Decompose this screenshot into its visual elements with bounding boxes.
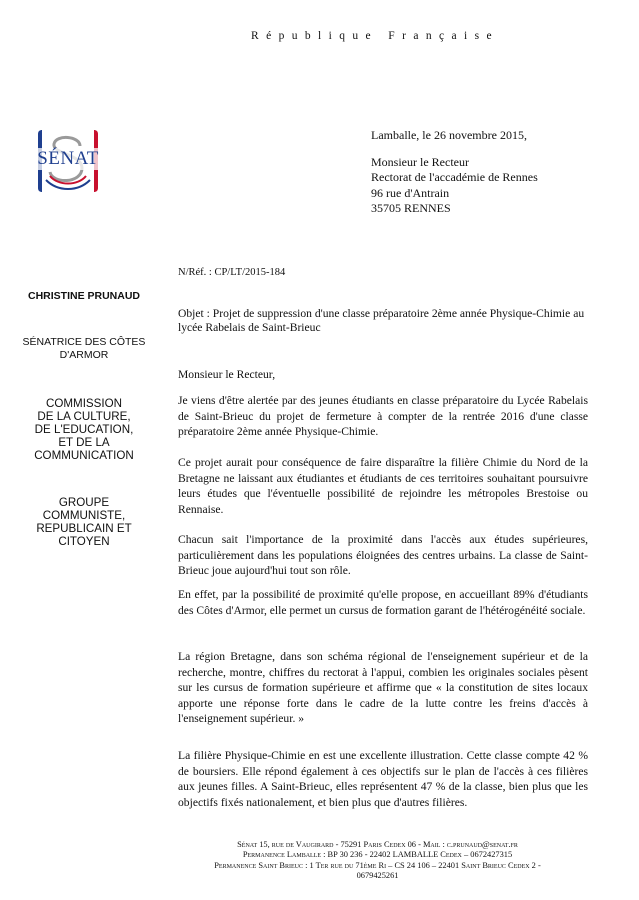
reference-number: N/Réf. : CP/LT/2015-184 (178, 267, 286, 278)
commission-line: COMMUNICATION (34, 449, 134, 462)
role-line-2: D'ARMOR (59, 349, 109, 361)
senator-role (14, 336, 154, 362)
address-line: 96 rue d'Antrain (371, 185, 450, 200)
commission-block (14, 397, 154, 462)
document-header: République Française (251, 30, 499, 42)
body-paragraph: Je viens d'être alertée par des jeunes étudiants en classe préparatoire du Lycée Rabelais de Saint-Brieuc du projet de fermeture à compter de la rentrée 2016 d'une classe préparatoire 2ème année Physique-Chimie. (178, 394, 588, 438)
group-line: GROUPE (58, 496, 110, 509)
letter-footer (170, 840, 585, 882)
body-paragraph: Chacun sait l'importance de la proximité dans l'accès aux études supérieures, particulièrement dans les populations éloignées des centres urbains. La classe de Saint-Brieuc joue aujourd'hui tout son rôle. (178, 533, 588, 577)
role-line-1: SÉNATRICE DES CÔTES (22, 336, 146, 348)
address-line: Rectorat de l'accadémie de Rennes (371, 170, 538, 184)
letter-date: Lamballe, le 26 novembre 2015, (371, 128, 527, 142)
letter-object: Objet : Projet de suppression d'une classe préparatoire 2ème année Physique-Chimie au lycée Rabelais de Saint-Brieuc (178, 307, 585, 334)
recipient-address (371, 128, 538, 217)
body-paragraph: En effet, par la possibilité de proximité qu'elle propose, en accueillant 89% d'étudiants des Côtes d'Armor, elle permet un cursus de formation garant de l'hétérogénéité sociale. (178, 588, 588, 617)
footer-line: Sénat 15, rue de Vaugirard - 75291 Paris Cedex 06 - Mail : c.prunaud@senat.fr (237, 840, 518, 849)
body-paragraph: La filière Physique-Chimie en est une excellente illustration. Cette classe compte 42 % de boursiers. Elle répond également à ces objectifs sur le plan de l'accès à ces filières aux jeunes filles. A Saint-Brieuc, elles représentent 47 % de la classe, bien plus que les objectifs fixés nationalement, et bien plus que d'autres filières. (178, 749, 588, 809)
address-line: 35705 RENNES (371, 201, 451, 215)
salutation: Monsieur le Recteur, (178, 368, 276, 381)
footer-line: Permanence Saint Brieuc : 1 Ter rue du 71ème Ri – CS 24 106 – 22401 Saint Brieuc Cedex 2 - (214, 860, 541, 870)
logo-text: SÉNAT (30, 148, 106, 170)
body-paragraph: Ce projet aurait pour conséquence de faire disparaître la filière Chimie du Nord de la Bretagne ne laissant aux étudiantes et étudiants de ces territoires souhaitant poursuivre leurs études que l'éventuelle possibilité de rejoindre les métropoles Brestoise ou Rennaise. (178, 456, 588, 516)
footer-line: 0679425261 (356, 871, 399, 881)
group-line: COMMUNISTE, (42, 509, 126, 522)
senat-logo (26, 128, 110, 194)
footer-line: Permanence Lamballe : BP 30 236 - 22402 LAMBALLE Cedex – 0672427315 (242, 850, 513, 860)
address-line: Monsieur le Recteur (371, 154, 469, 169)
senator-name: CHRISTINE PRUNAUD (27, 290, 140, 302)
commission-line: ET DE LA (58, 436, 110, 449)
commission-line: DE LA CULTURE, (37, 410, 131, 423)
body-paragraph: La région Bretagne, dans son schéma régional de l'enseignement supérieur et de la recherche, montre, chiffres du rectorat à l'appui, combien les originales sociales pèsent sur les cursus de formation supérieure et affirme que « la constitution de sites locaux apporte une réponse forte dans le cadre de la lutte contre les freins d'accès à l'enseignement supérieur. » (178, 650, 588, 725)
commission-line: DE L'EDUCATION, (34, 423, 134, 436)
commission-line: COMMISSION (45, 397, 122, 410)
group-line: CITOYEN (58, 535, 110, 548)
group-block (14, 496, 154, 548)
group-line: REPUBLICAIN ET (36, 522, 132, 535)
